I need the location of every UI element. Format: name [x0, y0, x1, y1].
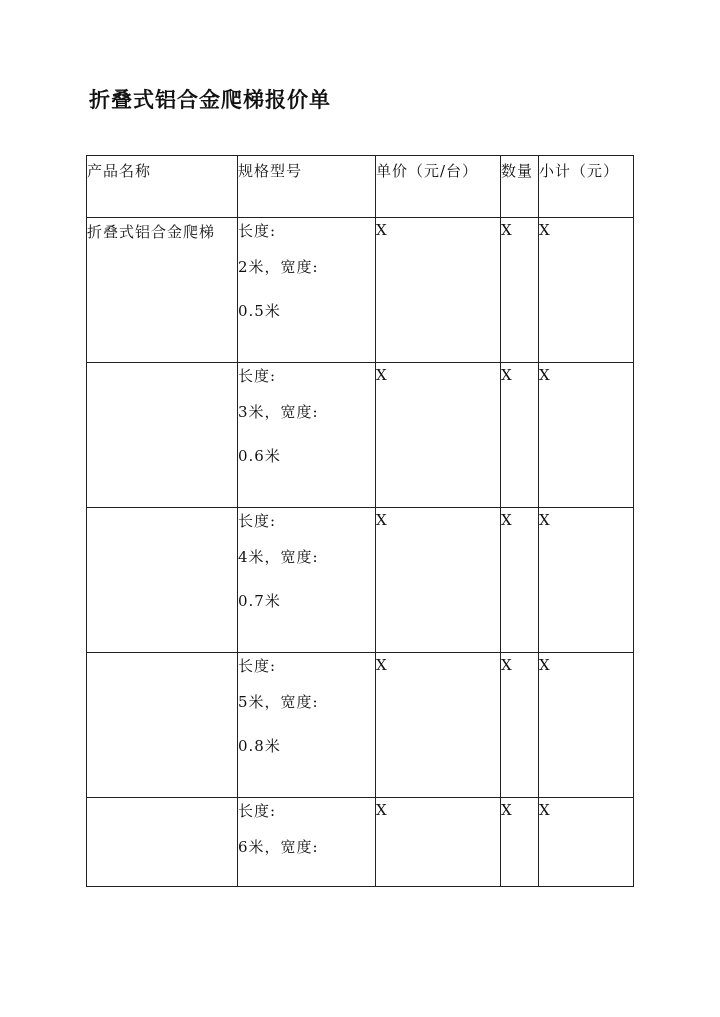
product-name-cell	[87, 798, 238, 887]
table-row	[87, 798, 634, 887]
unit-price: X	[376, 656, 388, 674]
product-name-cell	[87, 363, 238, 508]
table-row	[87, 653, 634, 798]
spec-line: 6米，宽度:	[238, 838, 319, 856]
unit-price: X	[376, 366, 388, 384]
spec-line: 长度:	[238, 367, 277, 385]
spec-line: 0.6米	[238, 447, 281, 465]
spec-line: 0.5米	[238, 302, 281, 320]
unit-price-cell	[376, 363, 501, 508]
quantity: X	[501, 366, 513, 384]
product-name: 折叠式铝合金爬梯	[87, 223, 216, 241]
spec-line: 3米，宽度:	[238, 403, 319, 421]
quantity: X	[501, 511, 513, 529]
subtotal-cell	[539, 363, 634, 508]
subtotal-cell	[539, 653, 634, 798]
header-product-name: 产品名称	[87, 156, 238, 218]
document-title: 折叠式铝合金爬梯报价单	[89, 87, 331, 112]
unit-price-cell	[376, 218, 501, 363]
unit-price-cell	[376, 798, 501, 887]
quantity-cell	[501, 218, 539, 363]
quantity-cell	[501, 798, 539, 887]
subtotal: X	[539, 221, 551, 239]
quantity: X	[501, 656, 513, 674]
subtotal: X	[539, 656, 551, 674]
header-spec-model: 规格型号	[238, 156, 376, 218]
unit-price-cell	[376, 653, 501, 798]
spec-cell	[238, 508, 376, 653]
spec-line: 0.7米	[238, 592, 281, 610]
quantity-cell	[501, 508, 539, 653]
spec-cell	[238, 218, 376, 363]
table-row	[87, 508, 634, 653]
product-name-cell	[87, 508, 238, 653]
table-header-row	[87, 156, 634, 218]
table-row	[87, 363, 634, 508]
spec-line: 4米，宽度:	[238, 548, 319, 566]
quantity: X	[501, 221, 513, 239]
unit-price-cell	[376, 508, 501, 653]
spec-line: 长度:	[238, 512, 277, 530]
header-quantity: 数量	[501, 156, 539, 218]
subtotal-cell	[539, 218, 634, 363]
quantity-cell	[501, 653, 539, 798]
spec-line: 0.8米	[238, 737, 281, 755]
subtotal-cell	[539, 508, 634, 653]
spec-line: 长度:	[238, 222, 277, 240]
spec-cell	[238, 798, 376, 887]
product-name-cell	[87, 218, 238, 363]
subtotal: X	[539, 511, 551, 529]
spec-line: 长度:	[238, 657, 277, 675]
spec-cell	[238, 363, 376, 508]
quantity-cell	[501, 363, 539, 508]
unit-price: X	[376, 221, 388, 239]
unit-price: X	[376, 801, 388, 819]
product-name-cell	[87, 653, 238, 798]
spec-line: 长度:	[238, 802, 277, 820]
header-subtotal: 小计（元）	[539, 156, 634, 218]
subtotal-cell	[539, 798, 634, 887]
unit-price: X	[376, 511, 388, 529]
quantity: X	[501, 801, 513, 819]
subtotal: X	[539, 801, 551, 819]
spec-line: 2米，宽度:	[238, 258, 319, 276]
subtotal: X	[539, 366, 551, 384]
table-row	[87, 218, 634, 363]
spec-line: 5米，宽度:	[238, 693, 319, 711]
quote-table	[86, 155, 634, 887]
header-unit-price: 单价（元/台）	[376, 156, 501, 218]
spec-cell	[238, 653, 376, 798]
